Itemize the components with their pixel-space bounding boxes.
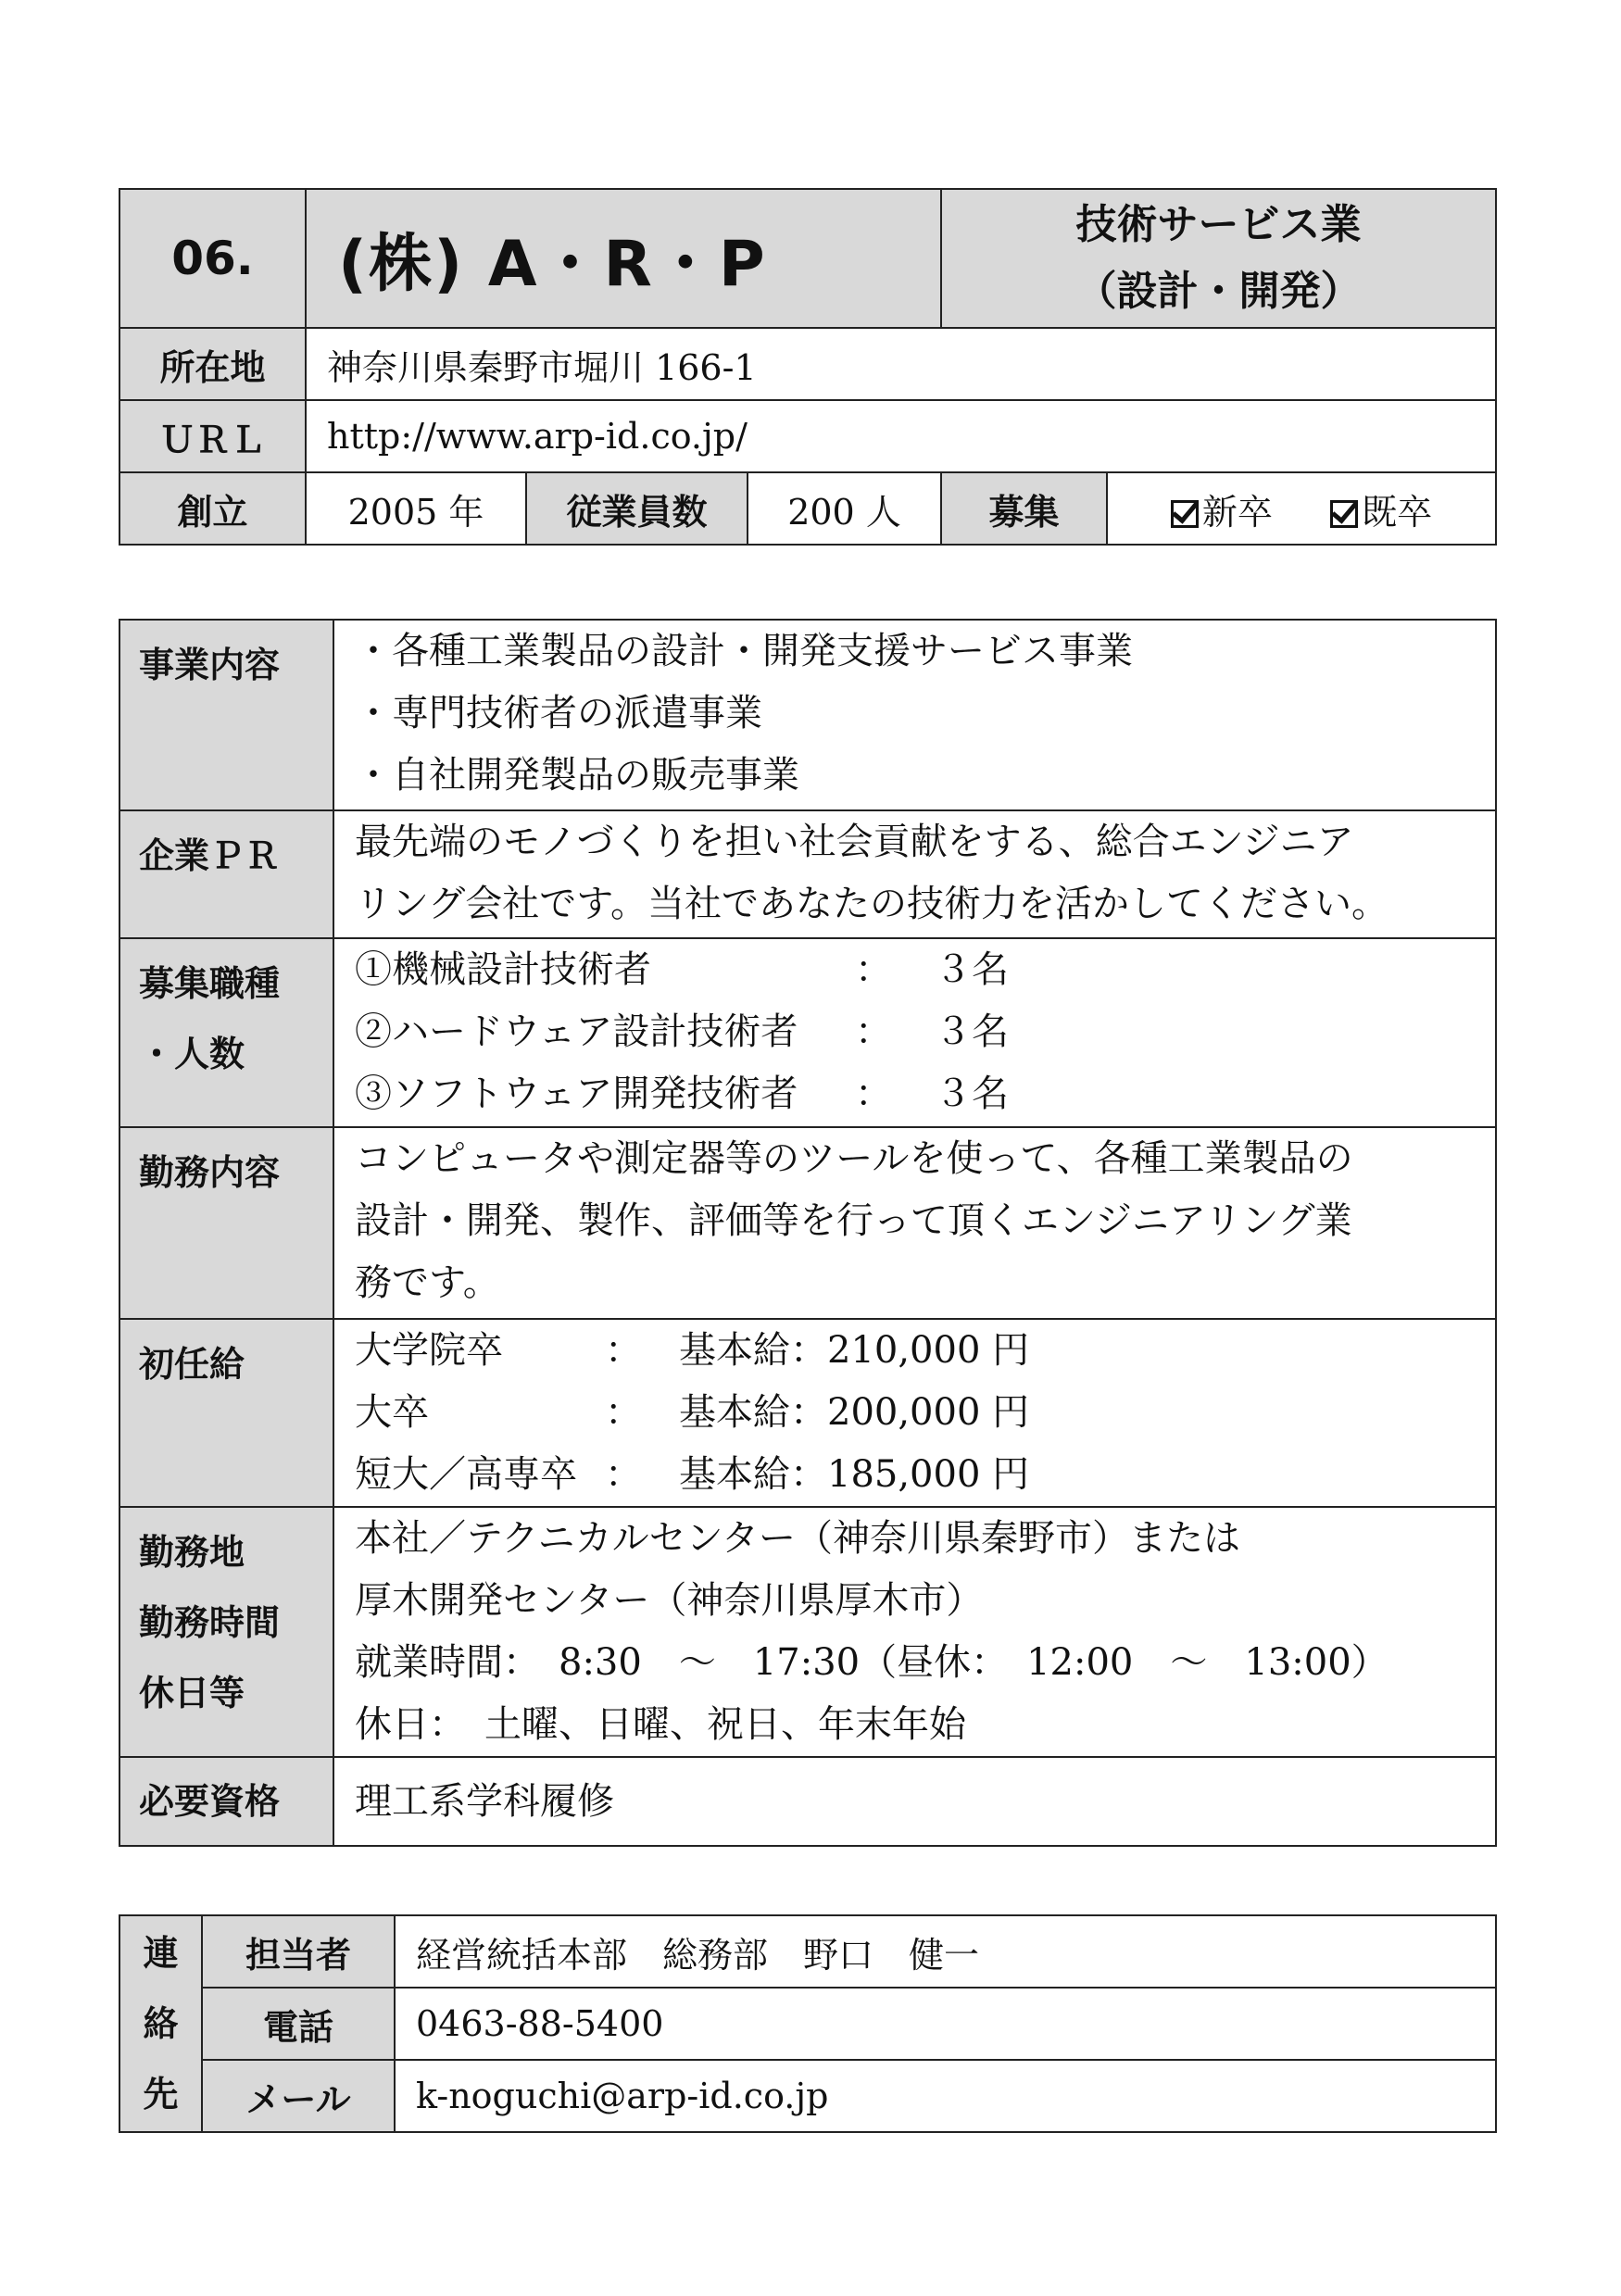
founded-label: 創立 bbox=[119, 472, 306, 545]
job-details-table bbox=[119, 619, 1497, 1847]
entry-number: 06. bbox=[119, 189, 306, 328]
industry bbox=[941, 189, 1496, 328]
url-link[interactable]: http://www.arp-id.co.jp/ bbox=[306, 400, 1496, 472]
pr-line: リング会社です。当社であなたの技術力を活かしてください。 bbox=[355, 883, 1389, 925]
url-label: ＵＲＬ bbox=[119, 400, 306, 472]
person-label: 担当者 bbox=[202, 1915, 395, 1988]
phone-value[interactable]: 0463-88-5400 bbox=[395, 1988, 1496, 2060]
qualification-value: 理工系学科履修 bbox=[355, 1779, 614, 1823]
person-value: 経営統括本部 総務部 野口 健一 bbox=[395, 1915, 1496, 1988]
contact-side-label: 連 絡 先 bbox=[119, 1915, 202, 2132]
mail-label: メール bbox=[202, 2060, 395, 2132]
business-line: ・専門技術者の派遣事業 bbox=[355, 692, 762, 734]
business-content bbox=[333, 620, 1496, 810]
pr-line: 最先端のモノづくりを担い社会貢献をする、総合エンジニア bbox=[355, 821, 1354, 863]
qualification-content bbox=[333, 1757, 1496, 1846]
work-line: 務です。 bbox=[355, 1261, 500, 1304]
checkbox-experienced[interactable] bbox=[1330, 492, 1432, 533]
location-line: 本社／テクニカルセンター（神奈川県秦野市）または bbox=[355, 1517, 1240, 1560]
work-content bbox=[333, 1127, 1496, 1319]
salary-content bbox=[333, 1319, 1496, 1507]
location-label: 勤務地 勤務時間 休日等 bbox=[119, 1507, 333, 1757]
company-info-table bbox=[119, 188, 1497, 546]
business-line: ・各種工業製品の設計・開発支援サービス事業 bbox=[355, 630, 1133, 672]
job-row: ②ハードウェア設計技術者 ： ３名 bbox=[355, 1010, 1009, 1053]
location-content bbox=[333, 1507, 1496, 1757]
location-line: 休日： 土曜、日曜、祝日、年末年始 bbox=[355, 1703, 966, 1746]
company-name: (株) A・R・P bbox=[306, 189, 941, 328]
location-line: 就業時間： 8:30 ～ 17:30（昼休： 12:00 ～ 13:00） bbox=[355, 1641, 1389, 1684]
checkbox-checked-icon bbox=[1171, 500, 1199, 528]
business-line: ・自社開発製品の販売事業 bbox=[355, 754, 799, 797]
experienced-label: 既卒 bbox=[1362, 491, 1433, 533]
jobs-label: 募集職種 ・人数 bbox=[119, 938, 333, 1127]
work-line: 設計・開発、製作、評価等を行って頂くエンジニアリング業 bbox=[355, 1199, 1352, 1242]
recruit-label: 募集 bbox=[941, 472, 1107, 545]
work-label: 勤務内容 bbox=[119, 1127, 333, 1319]
employees-label: 従業員数 bbox=[526, 472, 748, 545]
salary-row: 短大／高専卒 ： 基本給：185,000 円 bbox=[355, 1453, 1030, 1496]
salary-row: 大学院卒 ： 基本給：210,000 円 bbox=[355, 1329, 1030, 1372]
new-grad-label: 新卒 bbox=[1201, 491, 1273, 533]
location-line: 厚木開発センター（神奈川県厚木市） bbox=[355, 1579, 984, 1622]
salary-label: 初任給 bbox=[119, 1319, 333, 1507]
qualification-label: 必要資格 bbox=[119, 1757, 333, 1846]
pr-content bbox=[333, 810, 1496, 938]
mail-value[interactable]: k-noguchi@arp-id.co.jp bbox=[395, 2060, 1496, 2132]
founded-value: 2005 年 bbox=[306, 472, 526, 545]
employees-value: 200 人 bbox=[748, 472, 941, 545]
work-line: コンピュータや測定器等のツールを使って、各種工業製品の bbox=[355, 1137, 1353, 1180]
industry-line-2: （設計・開発） bbox=[1075, 268, 1362, 315]
pr-label: 企業ＰＲ bbox=[119, 810, 333, 938]
phone-label: 電話 bbox=[202, 1988, 395, 2060]
address-value: 神奈川県秦野市堀川 166-1 bbox=[306, 328, 1496, 400]
job-row: ①機械設計技術者 ： ３名 bbox=[355, 948, 1009, 991]
checkbox-checked-icon bbox=[1330, 500, 1358, 528]
address-label: 所在地 bbox=[119, 328, 306, 400]
industry-line-1: 技術サービス業 bbox=[1075, 201, 1362, 248]
business-label: 事業内容 bbox=[119, 620, 333, 810]
recruit-checkboxes bbox=[1107, 472, 1496, 545]
checkbox-new-grad[interactable] bbox=[1171, 492, 1273, 533]
contact-table bbox=[119, 1914, 1497, 2133]
job-row: ③ソフトウェア開発技術者 ： ３名 bbox=[355, 1073, 1009, 1115]
salary-row: 大卒 ： 基本給：200,000 円 bbox=[355, 1391, 1030, 1434]
jobs-content bbox=[333, 938, 1496, 1127]
